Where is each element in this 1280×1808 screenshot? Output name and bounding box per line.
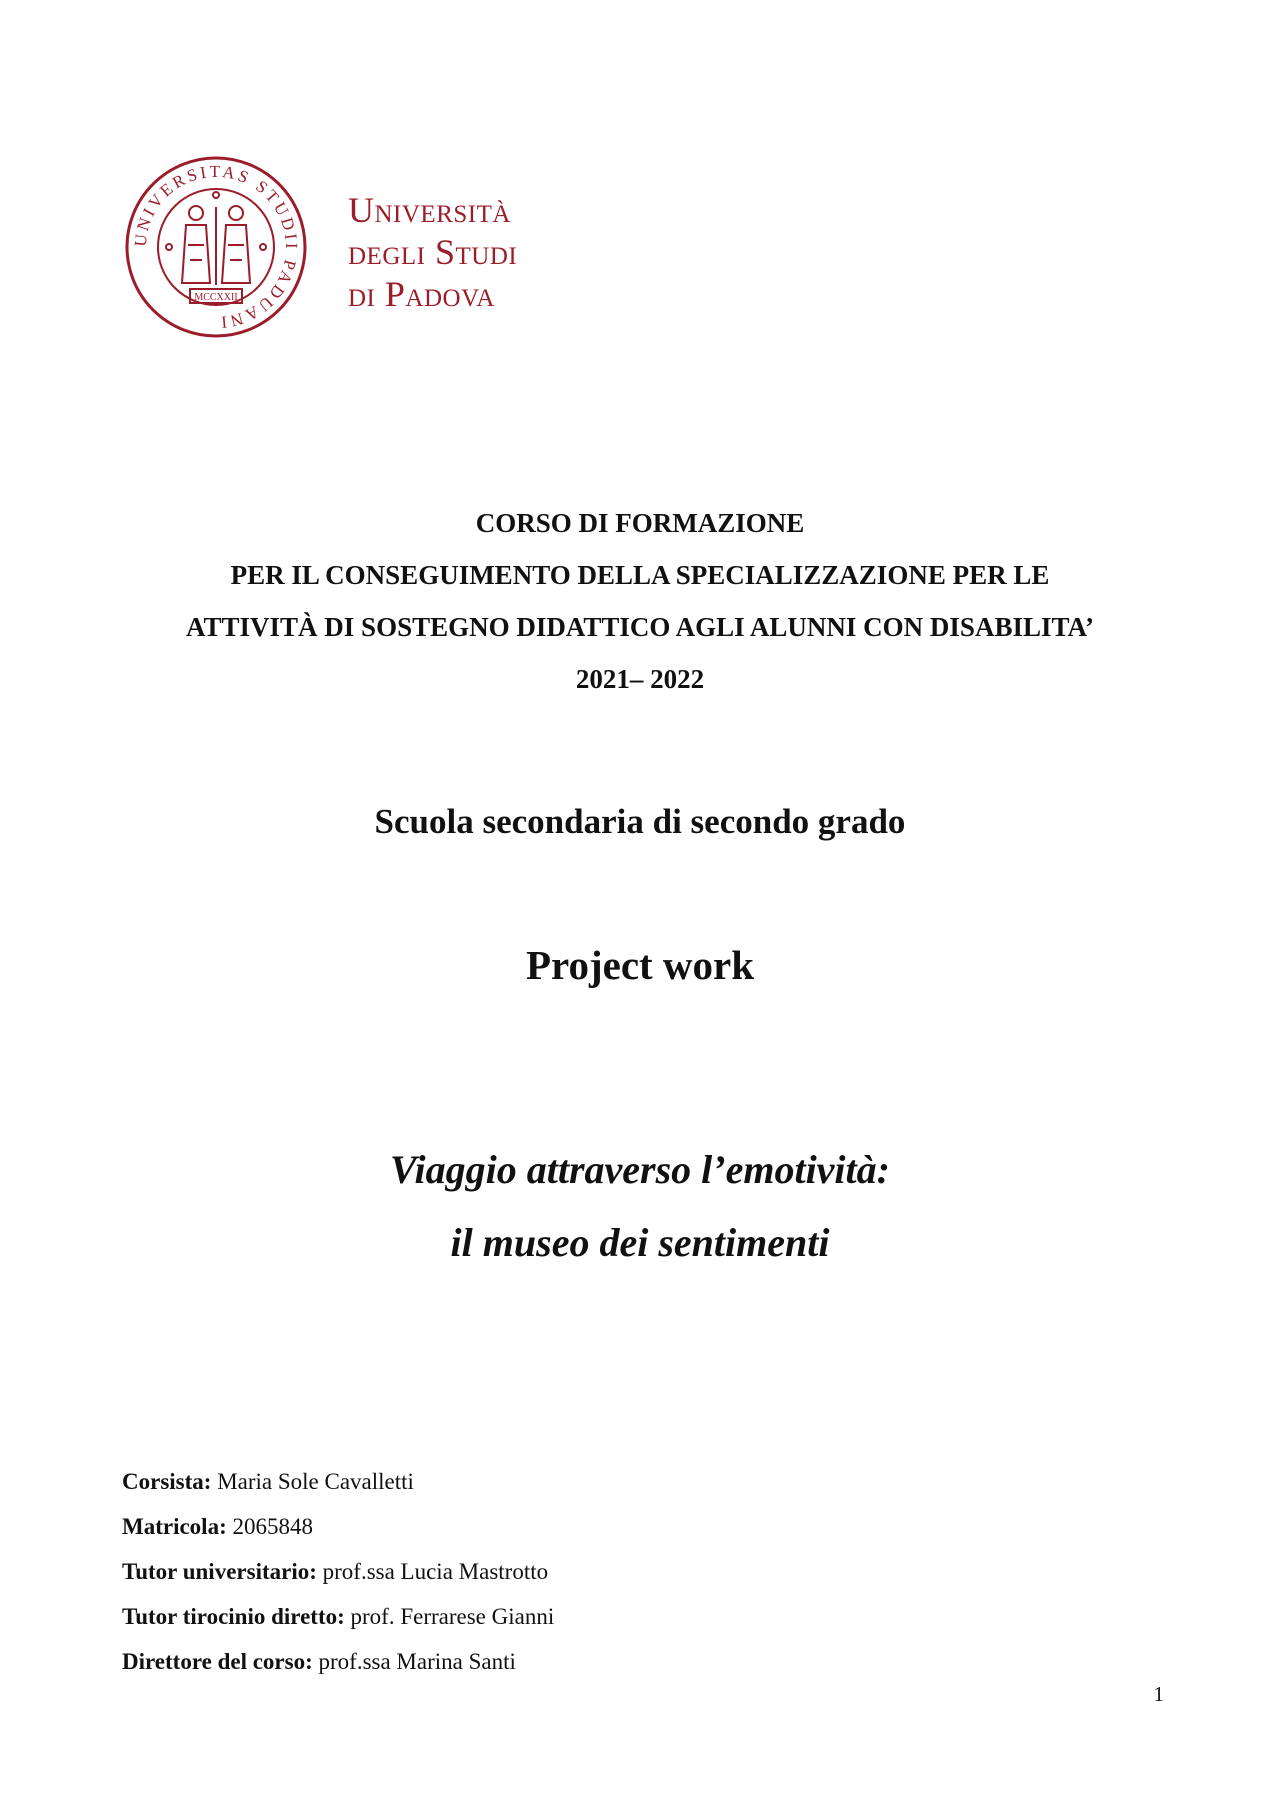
info-value: Maria Sole Cavalletti	[217, 1469, 414, 1494]
project-title	[0, 1133, 1280, 1279]
university-name-line: degli Studi	[348, 232, 518, 272]
course-line: CORSO DI FORMAZIONE	[475, 508, 805, 538]
info-value: 2065848	[232, 1514, 313, 1539]
info-label: Matricola:	[122, 1514, 227, 1539]
course-line: ATTIVITÀ DI SOSTEGNO DIDATTICO AGLI ALUNNI CON DISABILITA’	[186, 612, 1094, 642]
info-row-tutor-universitario	[122, 1549, 554, 1594]
info-value: prof.ssa Marina Santi	[318, 1649, 516, 1674]
info-row-direttore	[122, 1639, 554, 1684]
info-label: Tutor universitario:	[122, 1559, 317, 1584]
info-value: prof. Ferrarese Gianni	[350, 1604, 555, 1629]
info-row-matricola	[122, 1504, 554, 1549]
seal-year: MCCXXII	[194, 292, 238, 303]
course-line: PER IL CONSEGUIMENTO DELLA SPECIALIZZAZIONE PER LE	[230, 560, 1050, 590]
project-label: Project work	[525, 942, 755, 988]
info-label: Direttore del corso:	[122, 1649, 313, 1674]
info-label: Tutor tirocinio diretto:	[122, 1604, 345, 1629]
university-logo	[124, 155, 544, 339]
university-name-line: Università	[348, 190, 511, 230]
info-row-tutor-tirocinio	[122, 1594, 554, 1639]
school-level: Scuola secondaria di secondo grado	[374, 802, 906, 841]
info-value: prof.ssa Lucia Mastrotto	[322, 1559, 549, 1584]
author-info	[122, 1459, 554, 1684]
page-number: 1	[1153, 1682, 1164, 1706]
university-name	[348, 189, 517, 315]
info-row-corsista	[122, 1459, 554, 1504]
project-title-line: Viaggio attraverso l’emotività:	[390, 1147, 890, 1192]
seal-motto: UNIVERSITAS STUDII PADUANI	[130, 161, 302, 333]
university-name-line: di Padova	[348, 274, 495, 314]
info-label: Corsista:	[122, 1469, 212, 1494]
course-years: 2021– 2022	[575, 664, 705, 694]
project-title-line: il museo dei sentimenti	[450, 1220, 830, 1265]
university-seal-icon	[124, 155, 308, 339]
course-heading	[0, 497, 1280, 705]
